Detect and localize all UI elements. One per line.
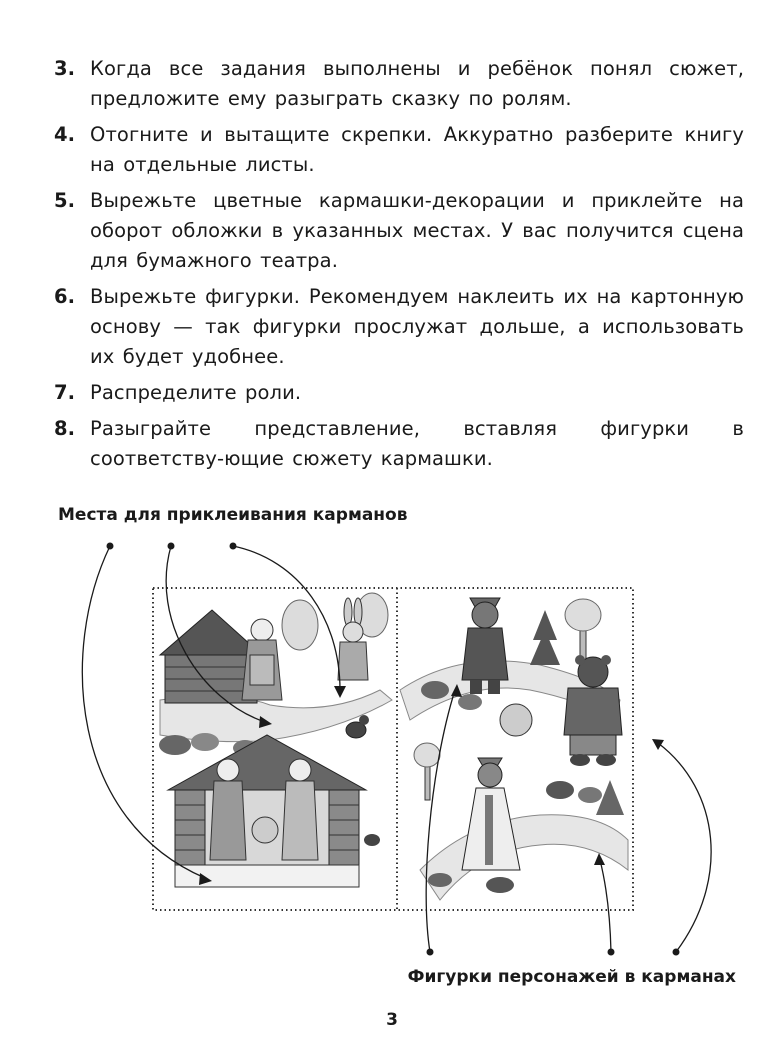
top-callout-dots [107, 543, 237, 550]
kolobok-figure [500, 704, 532, 736]
wolf-figure [462, 598, 508, 694]
page-number: 3 [386, 1010, 398, 1030]
step-text: Вырежьте фигурки. Рекомендуем наклеить их на картонную основу — так фигурки прослужат дольше, а использовать их будет удобнее. [90, 285, 744, 368]
step-number: 4. [54, 123, 76, 146]
pockets-places-label: Места для приклеивания карманов [58, 505, 408, 525]
grandma-figure [242, 619, 282, 700]
figures-in-pockets-label: Фигурки персонажей в карманах [407, 967, 736, 987]
step-number: 5. [54, 189, 76, 212]
fox-figure [462, 758, 520, 870]
bear-figure [564, 655, 622, 766]
step-number: 3. [54, 57, 76, 80]
step-text: Распределите роли. [90, 381, 302, 404]
step-number: 8. [54, 417, 76, 440]
step-text: Разыграйте представление, вставляя фигурки в соответству-ющие сюжету кармашки. [90, 417, 744, 470]
step-text: Вырежьте цветные кармашки-декорации и приклейте на оборот обложки в указанных местах. У вас получится сцена для бумажного театра. [90, 189, 744, 272]
step-text: Отогните и вытащите скрепки. Аккуратно разберите книгу на отдельные листы. [90, 123, 744, 176]
step-text: Когда все задания выполнены и ребёнок понял сюжет, предложите ему разыграть сказку по ролям. [90, 57, 744, 110]
right-scene [400, 598, 628, 900]
step-number: 7. [54, 381, 76, 404]
step-number: 6. [54, 285, 76, 308]
left-scene [159, 593, 392, 887]
house-stage [168, 735, 366, 887]
bottom-callout-dots [427, 949, 680, 956]
